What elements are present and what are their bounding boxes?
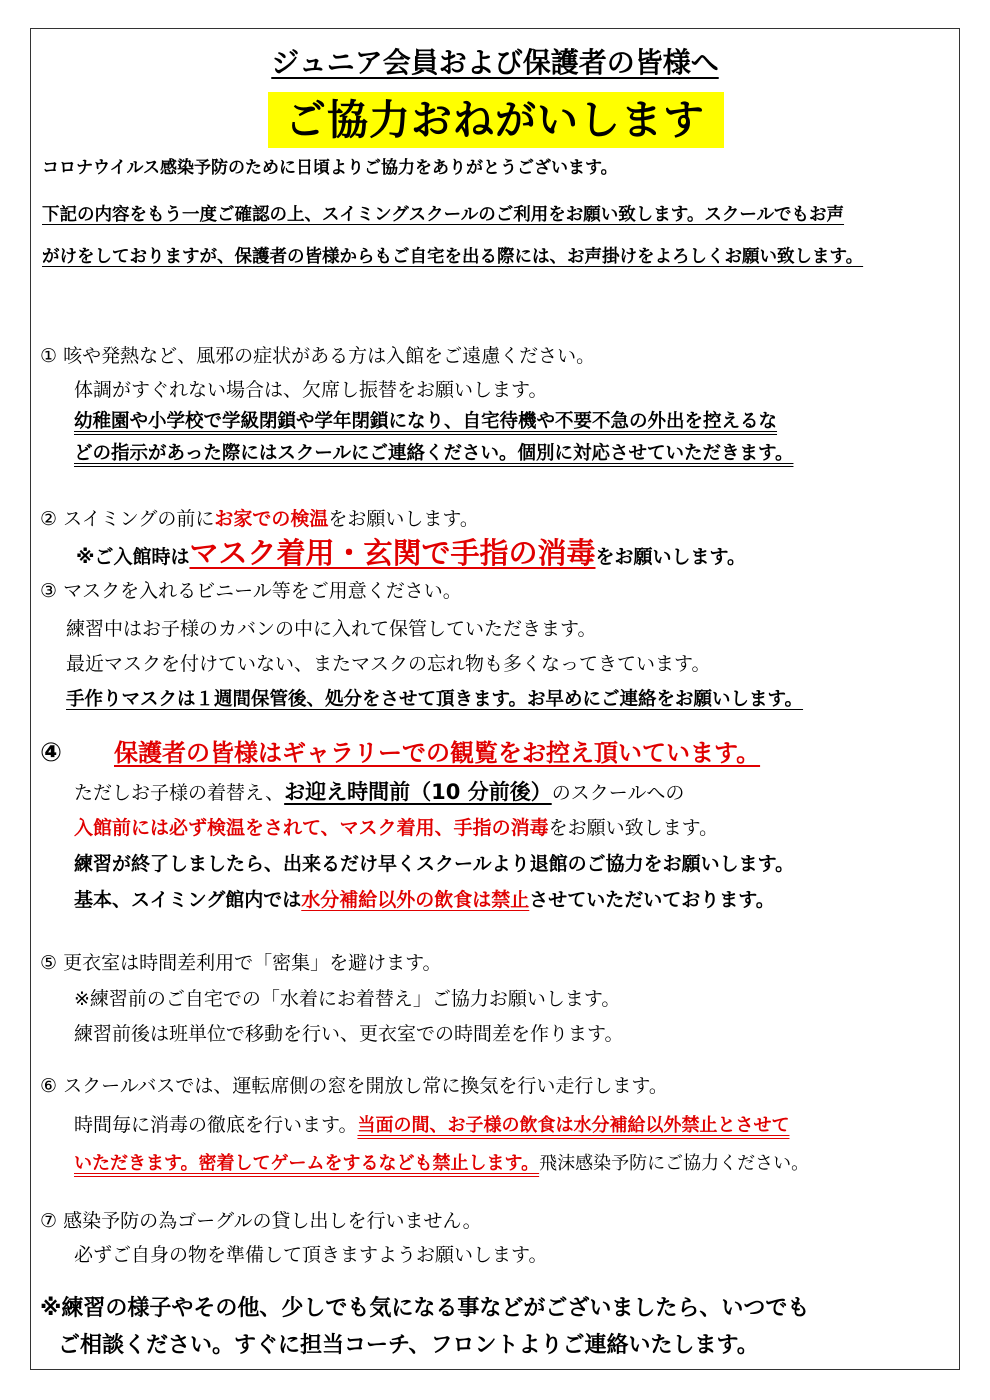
item3-line-4: 手作りマスクは１週間保管後、処分をさせて頂きます。お早めにご連絡をお願いします。 xyxy=(66,689,804,710)
item4-line-5-tail: させていただいております。 xyxy=(529,889,775,911)
intro-line-2: 下記の内容をもう一度ご確認の上、スイミングスクールのご利用をお願い致します。スクールでもお声 xyxy=(42,205,845,225)
item4-line-5-text: 基本、スイミング館内では xyxy=(74,889,302,911)
item2-note-prefix: ※ご入館時は xyxy=(76,546,190,568)
item2-line-1-tail: をお願いします。 xyxy=(328,508,479,530)
item6-line-2-text: 時間毎に消毒の徹底を行います。 xyxy=(74,1114,358,1136)
page-title: ジュニア会員および保護者の皆様へ xyxy=(271,46,719,79)
item4-food-ban: 水分補給以外の飲食は禁止 xyxy=(301,889,530,911)
item6-food-ban-2: いただきます。密着してゲームをするなども禁止します。 xyxy=(74,1153,540,1174)
item4-line-2-text: ただしお子様の着替え、 xyxy=(74,782,285,804)
footer-line-2: ご相談ください。すぐに担当コーチ、フロントよりご連絡いたします。 xyxy=(58,1333,759,1358)
item2-note-tail: をお願いします。 xyxy=(595,546,746,568)
item5-line-1: ⑤ 更衣室は時間差利用で「密集」を避けます。 xyxy=(40,952,442,974)
item1-line-4: どの指示があった際にはスクールにご連絡ください。個別に対応させていただきます。 xyxy=(74,443,794,464)
item2-mask-disinfect: マスク着用・玄関で手指の消毒 xyxy=(189,536,596,570)
intro-line-3: がけをしておりますが、保護者の皆様からもご自宅を出る際には、お声掛けをよろしくお願い致します。 xyxy=(42,247,864,267)
footer-line-1: ※練習の様子やその他、少しでも気になる事などがございましたら、いつでも xyxy=(40,1296,810,1321)
item6-food-ban-1: 当面の間、お子様の飲食は水分補給以外禁止とさせて xyxy=(357,1115,790,1136)
item4-line-3 xyxy=(74,815,718,841)
item7-line-2: 必ずご自身の物を準備して頂きますようお願いします。 xyxy=(74,1244,548,1266)
item4-line-2 xyxy=(74,779,684,806)
item1-line-3: 幼稚園や小学校で学級閉鎖や学年閉鎖になり、自宅待機や不要不急の外出を控えるな xyxy=(74,411,778,432)
intro-line-1: コロナウイルス感染予防のために日頃よりご協力をありがとうございます。 xyxy=(42,158,618,178)
item2-line-1 xyxy=(40,506,479,532)
item5-line-2: ※練習前のご自宅での「水着にお着替え」ご協力お願いします。 xyxy=(74,988,621,1010)
item4-pickup-time: お迎え時間前（10 分前後） xyxy=(284,780,552,804)
item4-heading: 保護者の皆様はギャラリーでの観覧をお控え頂いています。 xyxy=(114,739,761,767)
item4-line-2-tail: のスクールへの xyxy=(551,782,685,804)
item6-line-2 xyxy=(74,1112,789,1139)
item6-line-3-tail: 飛沫感染予防にご協力ください。 xyxy=(539,1153,810,1174)
item3-line-2: 練習中はお子様のカバンの中に入れて保管していただきます。 xyxy=(66,618,597,640)
item3-line-1: ③ マスクを入れるビニール等をご用意ください。 xyxy=(40,580,462,602)
item3-line-3: 最近マスクを付けていない、またマスクの忘れ物も多くなってきています。 xyxy=(66,653,711,675)
page-subtitle: ご協力おねがいします xyxy=(285,96,705,144)
item2-line-1-text: ② スイミングの前に xyxy=(40,508,215,530)
item5-line-3: 練習前後は班単位で移動を行い、更衣室での時間差を作ります。 xyxy=(74,1023,624,1045)
item1-line-2: 体調がすぐれない場合は、欠席し振替をお願いします。 xyxy=(74,379,548,401)
item2-home-temperature: お家での検温 xyxy=(214,508,329,530)
item4-entry-requirements: 入館前には必ず検温をされて、マスク着用、手指の消毒 xyxy=(74,817,549,839)
item4-line-3-tail: をお願い致します。 xyxy=(548,817,719,839)
item4-line-5 xyxy=(74,887,775,913)
item7-line-1: ⑦ 感染予防の為ゴーグルの貸し出しを行いません。 xyxy=(40,1210,482,1232)
item4-line-4: 練習が終了しましたら、出来るだけ早くスクールより退館のご協力をお願いします。 xyxy=(74,853,795,875)
item6-line-3 xyxy=(74,1150,809,1177)
item6-line-1: ⑥ スクールバスでは、運転席側の窓を開放し常に換気を行い走行します。 xyxy=(40,1075,668,1097)
item4-number: ④ xyxy=(40,738,63,768)
item2-line-2 xyxy=(76,535,746,575)
item1-line-1: ① 咳や発熱など、風邪の症状がある方は入館をご遠慮ください。 xyxy=(40,345,596,367)
